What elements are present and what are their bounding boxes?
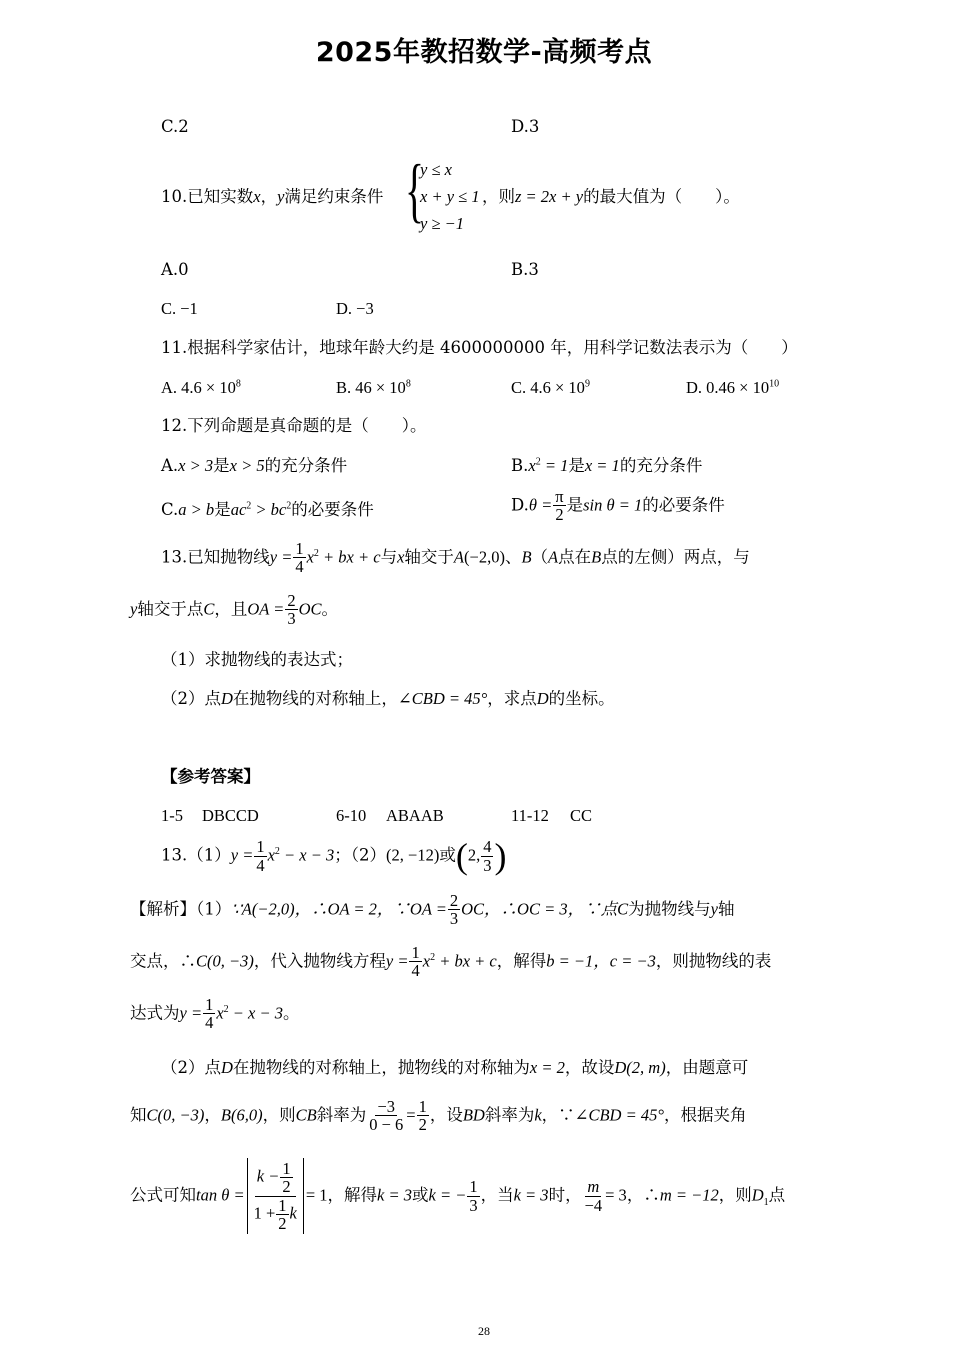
analysis-line-4: （2）点D在抛物线的对称轴上，抛物线的对称轴为x = 2，故设D(2, m)，由题意可 — [161, 1058, 749, 1077]
answers-6-10-label: 6-10 — [336, 806, 367, 825]
q13-line-2: y轴交于点C，且OA = $\frac{2}{3}$ OC。 — [130, 591, 338, 629]
q12-option-a: A.x > 3是x > 5的充分条件 — [161, 456, 348, 475]
q10-condition-3: y ≥ −1 — [420, 214, 465, 233]
q10-condition-1: y ≤ x — [420, 160, 452, 179]
q12-stem: 12.下列命题是真命题的是（ ）。 — [161, 416, 427, 435]
analysis-line-3: 达式为y = $\frac{1}{4}$ $x^2 - x - 3$。 — [130, 995, 300, 1033]
q13-line-1: 13.已知抛物线y = $\frac{1}{4}$ $x^2$ + bx + c与x轴交于A(−2,0)、B（A点在B点的左侧）两点，与 — [161, 539, 750, 577]
q10-option-c: C. −1 — [161, 299, 198, 318]
q10-option-a: A.0 — [161, 260, 189, 279]
q10-option-d: D. −3 — [336, 299, 374, 318]
q9-option-c: C.2 — [161, 117, 189, 136]
answer-13: 13.（1）y = $\frac{1}{4}$ $x^2 - x - 3$；（2）(2, −12)或(2, $\frac{4}{3}$ ) — [161, 836, 507, 876]
q10-brace: { — [405, 150, 425, 230]
page-number: 28 — [478, 1324, 490, 1338]
q11-option-c: C. $4.6 \times 10^9$ — [511, 378, 590, 397]
q11-option-b: B. $46 \times 10^8$ — [336, 378, 411, 397]
q9-option-d: D.3 — [511, 117, 540, 136]
q12-option-d: D.θ = $\frac{\pi}{2}$ 是sin θ = 1的必要条件 — [511, 487, 725, 525]
answers-11-12-label: 11-12 — [511, 806, 549, 825]
page-title: 2025年教招数学-高频考点 — [315, 37, 653, 68]
q10-condition-2: x + y ≤ 1 — [420, 187, 480, 206]
q10-option-b: B.3 — [511, 260, 539, 279]
analysis-line-1: 【解析】（1）∵A(−2,0)，∴OA = 2，∵OA = $\frac{2}{3}$ OC，∴OC = 3，∵点C为抛物线与y轴 — [130, 891, 735, 929]
answers-1-5: DBCCD — [202, 806, 259, 825]
q12-option-b: $B.x^2 = 1$是x = 1的充分条件 — [511, 456, 703, 475]
answers-heading: 【参考答案】 — [161, 767, 260, 786]
q13-part-2: （2）点D在抛物线的对称轴上，∠CBD = 45°，求点D的坐标。 — [161, 689, 615, 708]
q10-stem: 10.已知实数x，y满足约束条件 — [161, 187, 384, 206]
analysis-line-5: 知C(0, −3)，B(6,0)，则CB斜率为 $\frac{-3}{0 - 6}$ = $\frac{1}{2}$ ，设BD斜率为k，∵∠CBD = 45°，根据夹角 — [130, 1097, 747, 1135]
q11-option-d: D. $0.46 \times 10^{10}$ — [686, 378, 780, 397]
analysis-line-2: 交点，∴C(0, −3)，代入抛物线方程y = $\frac{1}{4}$ $x^2$ + bx + c，解得b = −1，c = −3，则抛物线的表 — [130, 943, 772, 981]
answers-11-12: CC — [570, 806, 593, 825]
q12-option-c: C.a > b是$ac^2 > bc^2$的必要条件 — [161, 500, 374, 519]
q13-part-1: （1）求抛物线的表达式； — [161, 650, 353, 669]
q10-question: ，则z = 2x + y的最大值为（ ）。 — [482, 187, 740, 206]
abs-value-box: k − $\frac{1}{2}$ 1 + $\frac{1}{2}$ k — [247, 1158, 304, 1234]
answers-1-5-label: 1-5 — [161, 806, 183, 825]
q11-option-a: A. $4.6 \times 10^8$ — [161, 378, 241, 397]
answers-6-10: ABAAB — [386, 806, 444, 825]
analysis-line-6: 公式可知tan θ = k − $\frac{1}{2}$ 1 + $\frac{1}{2}$ k = 1，解得k = 3或k = − $\frac{1}{3}$ ，当k = 3时， $\frac{m}{-4}$ = 3，∴m = −12，则$D_1$点 — [130, 1159, 786, 1233]
q11-stem: 11.根据科学家估计，地球年龄大约是 4600000000 年，用科学记数法表示为（ ） — [161, 338, 798, 357]
